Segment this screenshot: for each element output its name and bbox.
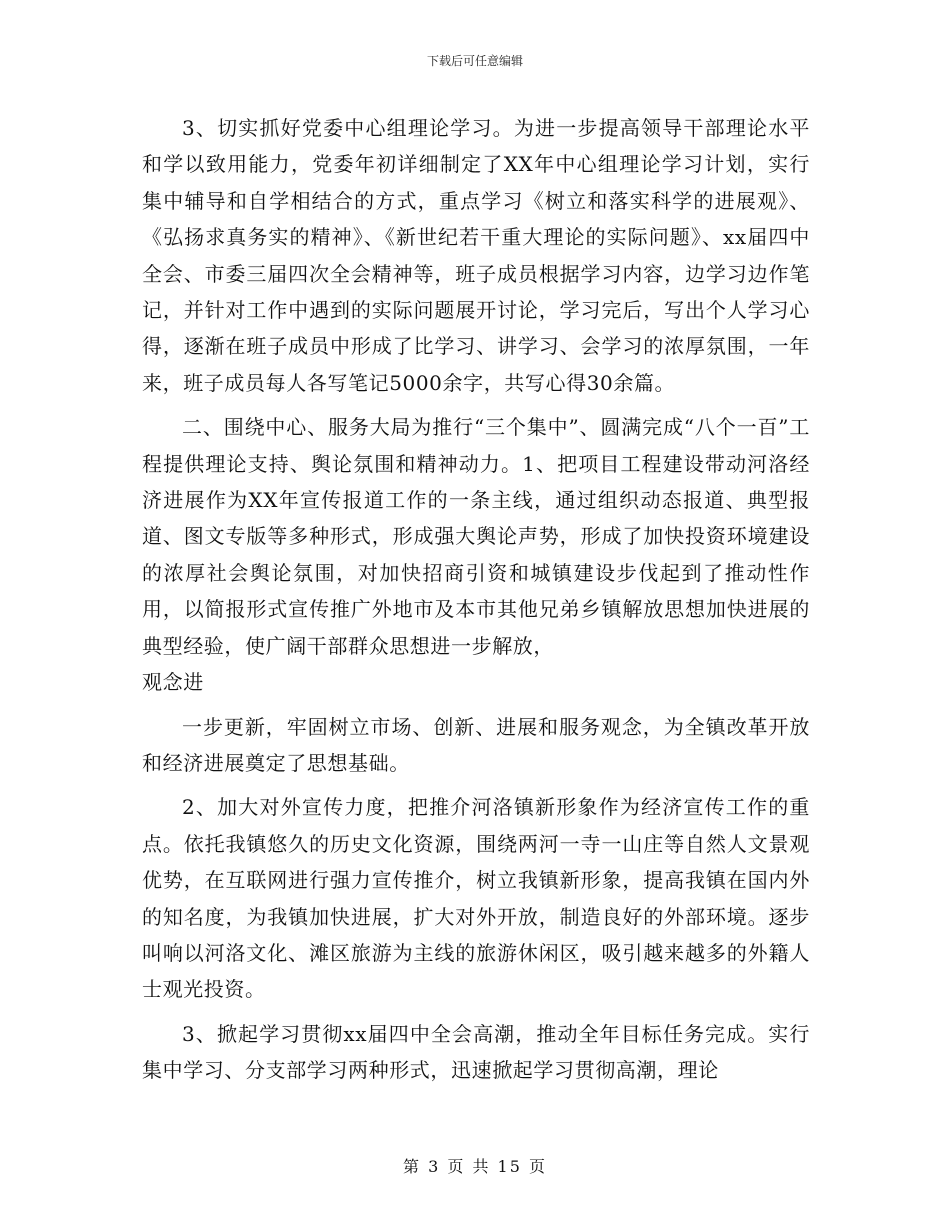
paragraph-study-plenary: 3、掀起学习贯彻xx届四中全会高潮，推动全年目标任务完成。实行集中学习、分支部学习两种形式，迅速掀起学习贯彻高潮，理论 bbox=[142, 1021, 810, 1083]
page-number-footer: 第 3 页 共 15 页 bbox=[403, 1157, 547, 1176]
paragraph-center-service: 二、围绕中心、服务大局为推行“三个集中”、圆满完成“八个一百”工程提供理论支持、舆论氛围和精神动力。1、把项目工程建设带动河洛经济进展作为XX年宣传报道工作的一条主线，通过组织动态报道、典型报道、图文专版等多种形式，形成强大舆论声势，形成了加快投资环境建设的浓厚社会舆论氛围，对加快招商引资和城镇建设步伐起到了推动性作用，以简报形式宣传推广外地市及本市其他兄弟乡镇解放思想加快进展的典型经验，使广阔干部群众思想进一步解放， bbox=[142, 415, 810, 658]
paragraph-continuation: 一步更新，牢固树立市场、创新、进展和服务观念，为全镇改革开放和经济进展奠定了思想基础。 bbox=[142, 714, 810, 775]
document-body bbox=[142, 110, 810, 1089]
paragraph-study-plan: 3、切实抓好党委中心组理论学习。为进一步提高领导干部理论水平和学以致用能力，党委年初详细制定了XX年中心组理论学习计划，实行集中辅导和自学相结合的方式，重点学习《树立和落实科学的进展观》、《弘扬求真务实的精神》、《新世纪若干重大理论的实际问题》、xx届四中全会、市委三届四次全会精神等，班子成员根据学习内容，边学习边作笔记，并针对工作中遇到的实际问题展开讨论，学习完后，写出个人学习心得，逐渐在班子成员中形成了比学习、讲学习、会学习的浓厚氛围，一年来，班子成员每人各写笔记5000余字，共写心得30余篇。 bbox=[142, 116, 810, 395]
page-header-note: 下载后可任意编辑 bbox=[426, 54, 523, 68]
paragraph-fragment: 观念进 bbox=[142, 670, 204, 695]
paragraph-external-publicity: 2、加大对外宣传力度，把推介河洛镇新形象作为经济宣传工作的重点。依托我镇悠久的历史文化资源，围绕两河一寺一山庄等自然人文景观优势，在互联网进行强力宣传推介，树立我镇新形象，提高我镇在国内外的知名度，为我镇加快进展，扩大对外开放，制造良好的外部环境。逐步叫响以河洛文化、滩区旅游为主线的旅游休闲区，吸引越来越多的外籍人士观光投资。 bbox=[142, 795, 810, 1002]
